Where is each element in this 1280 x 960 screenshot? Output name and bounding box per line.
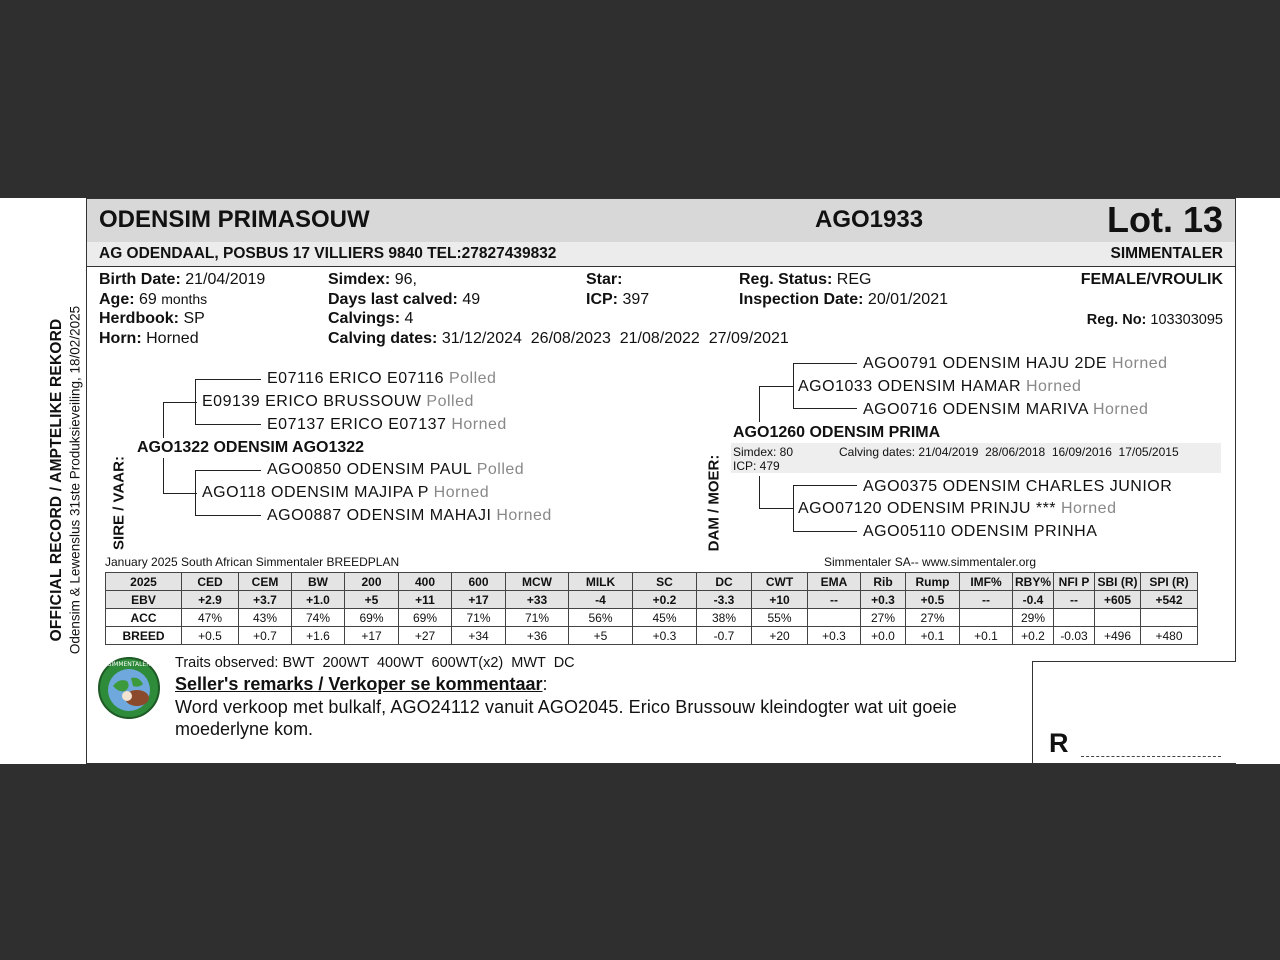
header-cell: SPI (R)	[1141, 573, 1198, 591]
breed-avg-cell: +0.1	[960, 627, 1013, 645]
breed-avg-cell: +1.6	[292, 627, 345, 645]
inspection-date-row	[739, 291, 948, 309]
acc-cell	[1095, 609, 1141, 627]
header-cell: MILK	[569, 573, 633, 591]
header-cell: SC	[633, 573, 697, 591]
sex-label: FEMALE/VROULIK	[1080, 271, 1223, 288]
herdbook-label: Herdbook:	[99, 310, 179, 327]
header-cell: IMF%	[960, 573, 1013, 591]
sire-dam-horn: Horned	[433, 484, 490, 501]
dam-ds-sire: AGO0375 ODENSIM CHARLES JUNIOR	[863, 478, 1173, 495]
header-cell: 2025	[106, 573, 182, 591]
sire-ss-sire-horn: Polled	[448, 370, 497, 387]
simdex-row	[328, 271, 417, 289]
breed-avg-cell: +34	[452, 627, 506, 645]
breed-avg-cell: -0.03	[1054, 627, 1095, 645]
acc-cell: 43%	[239, 609, 292, 627]
price-box	[1032, 661, 1236, 763]
acc-cell: 71%	[452, 609, 506, 627]
horn-row	[99, 330, 199, 348]
simdex-label: Simdex:	[328, 271, 391, 288]
breed-avg-cell: +0.0	[861, 627, 906, 645]
dam-ss-dam: AGO0716 ODENSIM MARIVA Horned	[863, 401, 1149, 418]
header-cell: Rib	[861, 573, 906, 591]
sire-sire-horn: Polled	[426, 393, 474, 410]
reg-no-value: 103303095	[1150, 312, 1223, 328]
dam-dam: AGO07120 ODENSIM PRINJU *** Horned	[798, 500, 1117, 517]
age-unit: months	[161, 291, 208, 307]
ebv-cell: +542	[1141, 591, 1198, 609]
price-currency: R	[1049, 728, 1069, 758]
ebv-cell: +0.5	[906, 591, 960, 609]
ebv-cell: +0.3	[861, 591, 906, 609]
birth-date-value: 21/04/2019	[185, 271, 266, 288]
ebv-cell: +5	[345, 591, 399, 609]
calving-dates-value: 31/12/2024 26/08/2023 21/08/2022 27/09/2021	[441, 330, 789, 347]
ebv-cell: --	[1054, 591, 1095, 609]
dam-name: AGO1260 ODENSIM PRIMA	[733, 424, 941, 441]
record-content	[86, 198, 1236, 764]
breed-avg-cell: +496	[1095, 627, 1141, 645]
sire-ds-sire-horn: Polled	[476, 461, 525, 478]
breed-avg-cell: +0.3	[633, 627, 697, 645]
breedplan-ebv-row	[106, 591, 1198, 609]
svg-text:SIMMENTALER: SIMMENTALER	[107, 661, 151, 668]
ebv-cell: -0.4	[1013, 591, 1054, 609]
herdbook-row	[99, 310, 205, 328]
inspection-date-value: 20/01/2021	[867, 291, 948, 308]
auction-label: Odensim & Lewenslus 31ste Produksieveiling, 18/02/2025	[67, 305, 83, 655]
acc-cell	[1141, 609, 1198, 627]
breedplan-table	[105, 572, 1198, 645]
ebv-cell: -3.3	[697, 591, 752, 609]
breed-avg-cell: +5	[569, 627, 633, 645]
age-label: Age:	[99, 291, 135, 308]
dam-calving-dates: Calving dates: 21/04/2019 28/06/2018 16/09/2016 17/05/2015	[839, 445, 1179, 459]
sire-ds-dam: AGO0887 ODENSIM MAHAJI Horned	[267, 507, 552, 524]
breedplan-acc-row	[106, 609, 1198, 627]
dam-label: DAM / MOER:	[705, 454, 723, 552]
breed-avg-cell: +0.1	[906, 627, 960, 645]
header-cell: 600	[452, 573, 506, 591]
days-last-calved-value: 49	[462, 291, 481, 308]
acc-cell: 69%	[345, 609, 399, 627]
breed-avg-cell: +0.5	[182, 627, 239, 645]
breed-avg-cell: +480	[1141, 627, 1198, 645]
ebv-cell: +3.7	[239, 591, 292, 609]
reg-no-label: Reg. No:	[1086, 312, 1147, 328]
header-cell: 400	[399, 573, 452, 591]
calving-dates-row	[328, 330, 789, 348]
info-block	[87, 268, 1235, 352]
acc-cell: 55%	[752, 609, 808, 627]
inspection-date-label: Inspection Date:	[739, 291, 864, 308]
dam-ss-sire: AGO0791 ODENSIM HAJU 2DE Horned	[863, 355, 1168, 372]
ebv-cell: +605	[1095, 591, 1141, 609]
row-label: BREED	[106, 627, 182, 645]
reg-status-label: Reg. Status:	[739, 271, 833, 288]
dam-sire-horn: Horned	[1025, 378, 1082, 395]
ebv-cell: +33	[506, 591, 569, 609]
header-cell: EMA	[808, 573, 861, 591]
dam-sire: AGO1033 ODENSIM HAMAR Horned	[798, 378, 1082, 395]
breed-name: SIMMENTALER	[1110, 245, 1223, 262]
header-cell: DC	[697, 573, 752, 591]
days-last-calved-row	[328, 291, 480, 309]
ebv-cell: +0.2	[633, 591, 697, 609]
breedplan-caption: January 2025 South African Simmentaler BREEDPLAN	[105, 555, 400, 569]
acc-cell: 56%	[569, 609, 633, 627]
ebv-cell: +2.9	[182, 591, 239, 609]
acc-cell: 47%	[182, 609, 239, 627]
calvings-value: 4	[404, 310, 414, 327]
dam-simdex: Simdex: 80	[733, 445, 794, 459]
remarks-line-1: Word verkoop met bulkalf, AGO24112 vanuit AGO2045. Erico Brussouw kleindogter wat uit goeie	[175, 697, 957, 717]
reg-status-value: REG	[836, 271, 872, 288]
header-cell: BW	[292, 573, 345, 591]
dam-ss-sire-horn: Horned	[1112, 355, 1168, 372]
remarks-title: Seller's remarks / Verkoper se kommentaar	[175, 674, 543, 694]
acc-cell: 74%	[292, 609, 345, 627]
breed-avg-cell: +0.3	[808, 627, 861, 645]
days-last-calved-label: Days last calved:	[328, 291, 458, 308]
breed-avg-cell: +0.2	[1013, 627, 1054, 645]
horn-label: Horn:	[99, 330, 142, 347]
animal-name: ODENSIM PRIMASOUW	[99, 206, 370, 233]
ebv-cell: --	[960, 591, 1013, 609]
header-cell: NFI P	[1054, 573, 1095, 591]
acc-cell: 69%	[399, 609, 452, 627]
sire-ss-sire: E07116 ERICO E07116 Polled	[267, 370, 497, 387]
calving-dates-label: Calving dates:	[328, 330, 438, 347]
dam-ss-dam-horn: Horned	[1092, 401, 1149, 418]
header-cell: SBI (R)	[1095, 573, 1141, 591]
breedplan-website: Simmentaler SA-- www.simmentaler.org	[824, 555, 1037, 569]
breed-avg-cell: +0.7	[239, 627, 292, 645]
animal-id: AGO1933	[815, 206, 924, 233]
sire-ds-sire: AGO0850 ODENSIM PAUL Polled	[267, 461, 525, 478]
star-row	[586, 271, 622, 289]
breed-avg-cell: +17	[345, 627, 399, 645]
dam-info-strip	[731, 443, 1221, 473]
horn-value: Horned	[146, 330, 199, 347]
owner-bar	[87, 242, 1235, 267]
remarks-colon: :	[542, 674, 548, 694]
calvings-row	[328, 310, 413, 328]
star-label: Star:	[586, 271, 623, 288]
sire-ss-dam: E07137 ERICO E07137 Horned	[267, 416, 507, 433]
sire-ss-dam-horn: Horned	[451, 416, 507, 433]
traits-observed: Traits observed: BWT 200WT 400WT 600WT(x2) MWT DC	[175, 655, 575, 671]
birth-date-row	[99, 271, 265, 289]
header-cell: RBY%	[1013, 573, 1054, 591]
ebv-cell: --	[808, 591, 861, 609]
sire-ds-dam-horn: Horned	[496, 507, 552, 524]
acc-cell: 27%	[906, 609, 960, 627]
header-cell: CEM	[239, 573, 292, 591]
icp-value: 397	[622, 291, 650, 308]
title-bar	[87, 198, 1235, 243]
official-record-label: OFFICIAL RECORD / AMPTELIKE REKORD	[48, 318, 65, 642]
herdbook-value: SP	[183, 310, 205, 327]
acc-cell	[960, 609, 1013, 627]
ebv-cell: +17	[452, 591, 506, 609]
dam-ds-dam: AGO05110 ODENSIM PRINHA	[863, 523, 1098, 540]
lot-number: Lot. 13	[1106, 199, 1223, 240]
sire-label: SIRE / VAAR:	[110, 456, 128, 550]
simmentaler-logo	[97, 656, 161, 720]
header-cell: Rump	[906, 573, 960, 591]
remarks-line-2: moederlyne kom.	[175, 719, 314, 739]
ebv-cell: +10	[752, 591, 808, 609]
ebv-cell: -4	[569, 591, 633, 609]
acc-cell	[1054, 609, 1095, 627]
header-cell: MCW	[506, 573, 569, 591]
sire-sire: E09139 ERICO BRUSSOUW Polled	[202, 393, 474, 410]
age-value: 69	[139, 291, 157, 308]
sire-dam: AGO118 ODENSIM MAJIPA P Horned	[202, 484, 490, 501]
breedplan-header-row	[106, 573, 1198, 591]
breed-avg-cell: +36	[506, 627, 569, 645]
header-cell: CWT	[752, 573, 808, 591]
icp-label: ICP:	[586, 291, 618, 308]
reg-no-row	[1087, 312, 1223, 328]
row-label: ACC	[106, 609, 182, 627]
age-row	[99, 291, 207, 309]
acc-cell: 27%	[861, 609, 906, 627]
row-label: EBV	[106, 591, 182, 609]
sire-name: AGO1322 ODENSIM AGO1322	[137, 439, 365, 456]
breed-avg-cell: +27	[399, 627, 452, 645]
simdex-value: 96,	[394, 271, 417, 288]
icp-row	[586, 291, 649, 309]
acc-cell: 45%	[633, 609, 697, 627]
acc-cell: 71%	[506, 609, 569, 627]
calvings-label: Calvings:	[328, 310, 401, 327]
remarks-heading	[175, 674, 548, 695]
acc-cell: 38%	[697, 609, 752, 627]
ebv-cell: +1.0	[292, 591, 345, 609]
acc-cell	[808, 609, 861, 627]
birth-date-label: Birth Date:	[99, 271, 181, 288]
reg-status-row	[739, 271, 871, 289]
acc-cell: 29%	[1013, 609, 1054, 627]
breedplan-breed-row	[106, 627, 1198, 645]
header-cell: CED	[182, 573, 239, 591]
ebv-cell: +11	[399, 591, 452, 609]
breed-avg-cell: +20	[752, 627, 808, 645]
globe-logo-icon	[97, 656, 161, 720]
header-cell: 200	[345, 573, 399, 591]
dam-dam-horn: Horned	[1060, 500, 1117, 517]
breed-avg-cell: -0.7	[697, 627, 752, 645]
dam-icp: ICP: 479	[733, 459, 780, 473]
owner-address: AG ODENDAAL, POSBUS 17 VILLIERS 9840 TEL:27827439832	[99, 245, 557, 262]
price-entry-line[interactable]	[1081, 756, 1221, 757]
